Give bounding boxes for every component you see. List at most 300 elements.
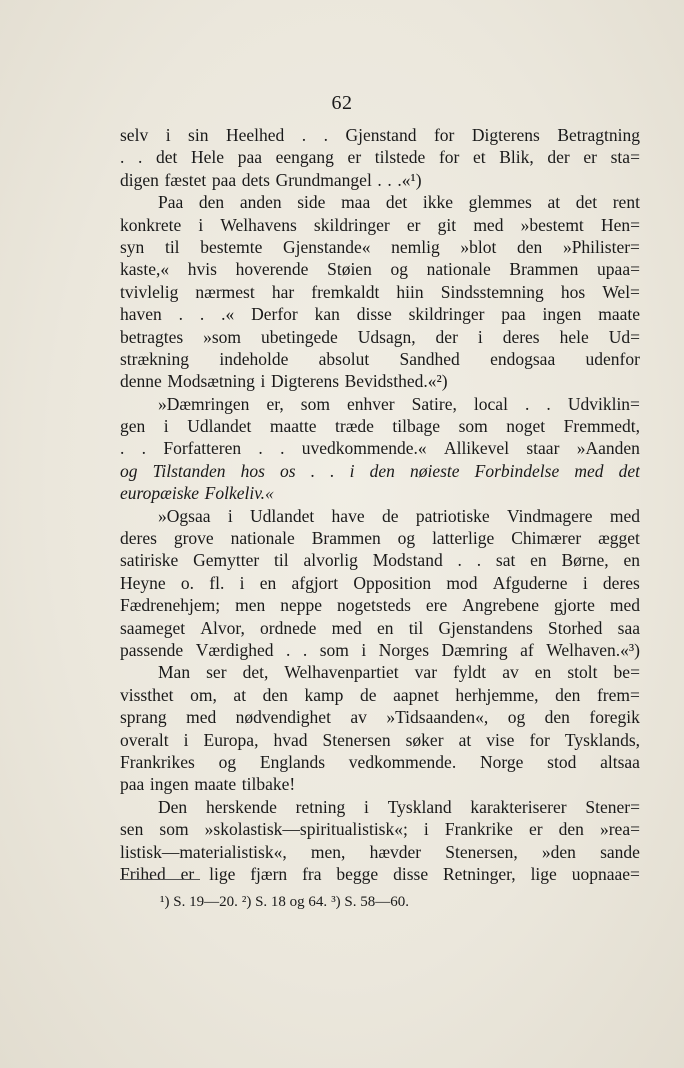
word: Stener=	[585, 796, 640, 817]
word: og	[397, 528, 416, 549]
word: Alvor,	[200, 617, 245, 638]
text-line	[120, 527, 640, 549]
word: Derfor	[251, 304, 298, 325]
word: hele	[559, 326, 589, 347]
word: i	[227, 505, 233, 526]
word: »Ogsaa	[158, 505, 211, 526]
word: de	[360, 684, 377, 705]
word: er	[347, 147, 362, 168]
text-line	[120, 303, 640, 325]
word: stod	[547, 751, 577, 772]
word: Heyne	[120, 572, 166, 593]
word: at	[458, 729, 472, 750]
word: »bestemt	[520, 214, 584, 235]
text-line	[120, 796, 640, 818]
word: Vindmagere	[507, 505, 593, 526]
word: Udsagn,	[357, 326, 416, 347]
text-line	[120, 773, 640, 795]
word: i	[582, 572, 588, 593]
word: sprang	[120, 707, 167, 728]
word: lige	[530, 863, 557, 884]
word: Værdighed	[195, 639, 274, 660]
word: lige	[209, 863, 236, 884]
text-line	[120, 214, 640, 236]
word: kamp	[304, 684, 344, 705]
word: .	[301, 125, 307, 145]
word: Gjenstande«	[283, 236, 371, 257]
word: »som	[203, 326, 242, 347]
word: udenfor	[585, 348, 640, 369]
word: side	[297, 192, 326, 213]
text-line	[120, 281, 640, 303]
word: at	[547, 192, 561, 213]
word: i	[239, 572, 245, 593]
word: deres	[602, 572, 640, 593]
word: Englands	[259, 751, 326, 772]
word: indeholde	[219, 348, 289, 369]
word: den	[262, 684, 288, 705]
word: Heelhed	[225, 125, 285, 145]
word: Norge	[479, 751, 524, 772]
word: .	[310, 460, 316, 481]
word: træde	[335, 416, 374, 437]
word: enhver	[347, 393, 395, 414]
word: have	[331, 505, 365, 526]
word: Norges	[378, 639, 430, 660]
text-line	[120, 661, 640, 683]
word: eengang	[275, 147, 334, 168]
word: disse	[393, 863, 429, 884]
word: sin	[188, 125, 209, 145]
word: ikke	[422, 192, 453, 213]
word: for	[529, 729, 550, 750]
word: .	[199, 304, 205, 325]
word: .	[524, 393, 530, 414]
word: søker	[405, 729, 444, 750]
text-line	[120, 751, 640, 773]
word: med	[609, 505, 640, 526]
word: .	[546, 393, 551, 414]
footnote: ¹) S. 19—20.	[160, 894, 238, 910]
word: glemmes	[468, 192, 532, 213]
word: ægget	[598, 528, 640, 549]
word: er,	[266, 393, 284, 414]
text-line	[120, 818, 640, 840]
word: Modstand	[372, 550, 443, 571]
word: i	[183, 729, 189, 750]
text-line	[120, 437, 640, 459]
text-line	[120, 236, 640, 258]
word: maate	[598, 304, 640, 325]
word: om,	[190, 684, 217, 705]
text-line	[120, 729, 640, 751]
word: er	[180, 863, 195, 884]
word: paa	[211, 169, 237, 190]
word: men,	[310, 841, 346, 862]
text-line	[120, 415, 640, 437]
word: »Dæmringen	[158, 393, 250, 414]
word: fremkaldt	[311, 281, 380, 302]
word: fjærn	[250, 863, 288, 884]
word: hoverende	[235, 259, 309, 280]
word: Udlandet	[187, 416, 252, 437]
word: »skolastisk—spiritualistisk«;	[204, 819, 408, 840]
word: .	[457, 550, 462, 571]
word: os	[280, 460, 296, 481]
word: fyldt	[453, 662, 487, 683]
word: Hen=	[600, 214, 640, 235]
word: Europa,	[203, 729, 259, 750]
word: disse	[356, 304, 392, 325]
word: Storhed	[547, 617, 603, 638]
word: men	[235, 595, 266, 616]
word: .	[387, 169, 392, 190]
text-line	[120, 169, 640, 191]
word: det	[156, 147, 178, 168]
word: og	[120, 460, 138, 481]
word: herhjemme,	[455, 684, 539, 705]
word: Den	[158, 796, 188, 817]
word: saameget	[120, 617, 186, 638]
word: af	[520, 639, 534, 660]
word: .	[141, 438, 147, 459]
word: altsaa	[600, 751, 640, 772]
word: vissthet	[120, 684, 174, 705]
word: er	[528, 819, 543, 840]
word: »Philister=	[562, 236, 640, 257]
word: med	[331, 617, 362, 638]
word: .	[377, 169, 382, 190]
word: Gemytter	[193, 550, 260, 571]
word: .	[323, 125, 328, 145]
word: skildringer	[408, 304, 485, 325]
word: nogetsteds	[337, 595, 411, 616]
word: nemlig	[391, 236, 440, 257]
word: ingen	[542, 304, 582, 325]
word: anden	[239, 192, 282, 213]
word: av	[350, 707, 367, 728]
word: Frihed	[120, 863, 166, 884]
word: paa	[120, 774, 145, 795]
word: hos	[240, 460, 265, 481]
word: retning	[295, 796, 346, 817]
word: bestemte	[200, 236, 263, 257]
word: Bevidsthed.«²)	[344, 371, 448, 392]
word: ordnede	[260, 617, 317, 638]
word: Welhavenpartiet	[284, 662, 399, 683]
word: konkrete	[120, 214, 182, 235]
text-line	[120, 505, 640, 527]
word: det,	[242, 662, 269, 683]
word: .«¹)	[397, 169, 422, 190]
word: Allikevel	[443, 438, 510, 459]
word: Frankrike	[444, 819, 513, 840]
word: passende	[120, 639, 184, 660]
word: nærmest	[195, 281, 255, 302]
word: Udlandet	[250, 505, 315, 526]
body-text	[120, 124, 640, 885]
word: ser	[206, 662, 227, 683]
word: .«	[221, 304, 235, 325]
word: til	[408, 617, 424, 638]
word: »rea=	[599, 819, 640, 840]
word: tilstede	[374, 147, 426, 168]
word: rent	[612, 192, 640, 213]
word: Grundmangel	[275, 169, 372, 190]
footnote: ³) S. 58—60.	[331, 894, 410, 910]
footnote: ²) S. 18 og 64.	[241, 894, 328, 910]
word: neppe	[280, 595, 323, 616]
word: Frankrikes	[120, 751, 195, 772]
word: .	[120, 147, 125, 168]
word: saa	[617, 617, 640, 638]
word: .	[138, 147, 143, 168]
word: .	[120, 438, 125, 459]
word: Wel=	[602, 281, 640, 302]
word: satiriske	[120, 550, 179, 571]
word: Chimærer	[511, 528, 582, 549]
word: latterlige	[432, 528, 495, 549]
word: i	[423, 819, 429, 840]
page-number: 62	[331, 92, 353, 114]
word: en	[623, 550, 640, 571]
word: i	[364, 796, 369, 817]
word: i	[260, 371, 266, 392]
word: upaa=	[597, 259, 640, 280]
word: det	[575, 192, 598, 213]
word: til	[164, 236, 180, 257]
text-line	[120, 684, 640, 706]
word: paa	[501, 304, 526, 325]
word: Udviklin=	[567, 393, 640, 414]
word: Paa	[158, 192, 184, 213]
text-line	[120, 258, 640, 280]
word: absolut	[318, 348, 370, 369]
word: vedkommende.	[348, 751, 457, 772]
word: frem=	[596, 684, 640, 705]
word: i	[163, 416, 169, 437]
word: har	[271, 281, 295, 302]
word: .	[285, 639, 291, 660]
word: Modsætning	[167, 371, 255, 392]
word: Tyskland	[387, 796, 452, 817]
word: som	[159, 819, 189, 840]
text-line	[120, 191, 640, 213]
footnotes	[160, 892, 413, 912]
word: Dæmring	[441, 639, 508, 660]
word: nødvendighet	[235, 707, 331, 728]
word: patriotiske	[415, 505, 490, 526]
word: nationale	[230, 528, 295, 549]
word: gen	[120, 416, 146, 437]
word: det	[385, 192, 408, 213]
word: Ud=	[608, 326, 640, 347]
word: nøieste	[409, 460, 460, 481]
word: hævder	[369, 841, 422, 862]
word: hos	[560, 281, 586, 302]
text-line	[120, 617, 640, 639]
word: hiin	[396, 281, 424, 302]
word: .	[178, 304, 184, 325]
text-line	[120, 639, 640, 661]
word: tilbake!	[241, 774, 296, 795]
text-line	[120, 841, 640, 863]
word: »Aanden	[576, 438, 640, 459]
word: Stenersen,	[445, 841, 518, 862]
text-line	[120, 482, 640, 504]
word: local	[473, 393, 508, 414]
word: Brammen	[509, 259, 579, 280]
word: grove	[173, 528, 214, 549]
word: »blot	[460, 236, 497, 257]
word: fæstet	[164, 169, 207, 190]
text-line	[120, 146, 640, 168]
word: i	[198, 214, 204, 235]
word: ingen	[149, 774, 189, 795]
word: .	[280, 438, 285, 459]
word: skildringer	[313, 214, 390, 235]
text-line	[120, 863, 640, 885]
word: en	[534, 662, 552, 683]
word: med	[609, 595, 640, 616]
word: som	[458, 416, 488, 437]
word: syn	[120, 236, 145, 257]
word: Blik,	[499, 147, 534, 168]
word: med	[574, 460, 604, 481]
word: gjorte	[554, 595, 595, 616]
word: .	[302, 639, 308, 660]
word: der	[435, 326, 458, 347]
word: Forbindelse	[474, 460, 560, 481]
word: de	[381, 505, 399, 526]
word: kan	[314, 304, 340, 325]
word: den	[198, 192, 225, 213]
word: er	[583, 147, 597, 168]
word: herskende	[205, 796, 277, 817]
word: at	[233, 684, 247, 705]
word: Støien	[327, 259, 372, 280]
word: den	[369, 460, 395, 481]
word: for	[438, 147, 460, 168]
text-line	[120, 460, 640, 482]
word: Gjenstandens	[438, 617, 533, 638]
word: stolt	[567, 662, 598, 683]
word: i	[361, 639, 367, 660]
word: av	[502, 662, 519, 683]
text-line	[120, 370, 640, 392]
word: .	[476, 550, 482, 571]
word: staar	[526, 438, 560, 459]
word: hvis	[187, 259, 217, 280]
word: deres	[120, 528, 157, 549]
word: fra	[302, 863, 322, 884]
word: Fremmedt,	[563, 416, 640, 437]
word: en	[376, 617, 394, 638]
word: git	[437, 214, 457, 235]
word: paa	[237, 147, 262, 168]
word: ubetingede	[261, 326, 338, 347]
word: selv	[120, 125, 149, 145]
text-line	[120, 706, 640, 728]
word: endogsaa	[490, 348, 556, 369]
word: Retninger,	[442, 863, 516, 884]
word: kaste,«	[120, 259, 170, 280]
word: aapnet	[393, 684, 439, 705]
text-line	[120, 594, 640, 616]
text-line	[120, 572, 640, 594]
word: maa	[341, 192, 371, 213]
word: Forfatteren	[163, 438, 242, 459]
word: afgjort	[291, 572, 339, 593]
word: med	[473, 214, 504, 235]
word: til	[274, 550, 289, 571]
word: et	[472, 147, 486, 168]
word: og	[507, 707, 526, 728]
text-line	[120, 549, 640, 571]
word: »Tidsaanden«,	[386, 707, 489, 728]
word: Tilstanden	[152, 460, 226, 481]
word: .	[258, 438, 263, 459]
word: Afguderne	[492, 572, 568, 593]
word: haven	[120, 304, 162, 325]
word: uopnaae=	[571, 863, 640, 884]
word: sande	[600, 841, 640, 862]
word: betragtes	[120, 326, 184, 347]
word: o.	[180, 572, 195, 593]
word: sat	[495, 550, 516, 571]
word: dets	[241, 169, 270, 190]
word: nationale	[426, 259, 491, 280]
word: i	[349, 460, 355, 481]
word: be=	[613, 662, 640, 683]
footnote-divider	[120, 879, 200, 880]
word: tilbage	[392, 416, 441, 437]
word: som	[319, 639, 349, 660]
word: og	[218, 751, 237, 772]
word: med	[186, 707, 217, 728]
word: Sandhed	[399, 348, 460, 369]
word: Stenersen	[322, 729, 391, 750]
word: Satire,	[411, 393, 457, 414]
word: den	[555, 684, 581, 705]
text-line	[120, 393, 640, 415]
word: Hele	[191, 147, 225, 168]
word: som	[300, 393, 330, 414]
word: er	[406, 214, 421, 235]
word: den	[544, 707, 570, 728]
word: Opposition	[353, 572, 432, 593]
word: .	[330, 460, 335, 481]
word: en	[530, 550, 547, 571]
word: var	[414, 662, 438, 683]
word: europæiske	[120, 483, 200, 504]
word: en	[259, 572, 277, 593]
word: digen	[120, 169, 159, 190]
word: mod	[446, 572, 478, 593]
word: og	[390, 259, 408, 280]
word: overalt	[120, 729, 169, 750]
word: Digterens	[270, 371, 340, 392]
word: Betragtning	[557, 125, 640, 145]
word: i	[477, 326, 483, 347]
word: denne	[120, 371, 162, 392]
word: Welhavens	[220, 214, 297, 235]
word: karakteriserer	[470, 796, 567, 817]
word: strækning	[120, 348, 190, 369]
word: »den	[541, 841, 576, 862]
text-line	[120, 348, 640, 370]
word: maate	[194, 774, 237, 795]
